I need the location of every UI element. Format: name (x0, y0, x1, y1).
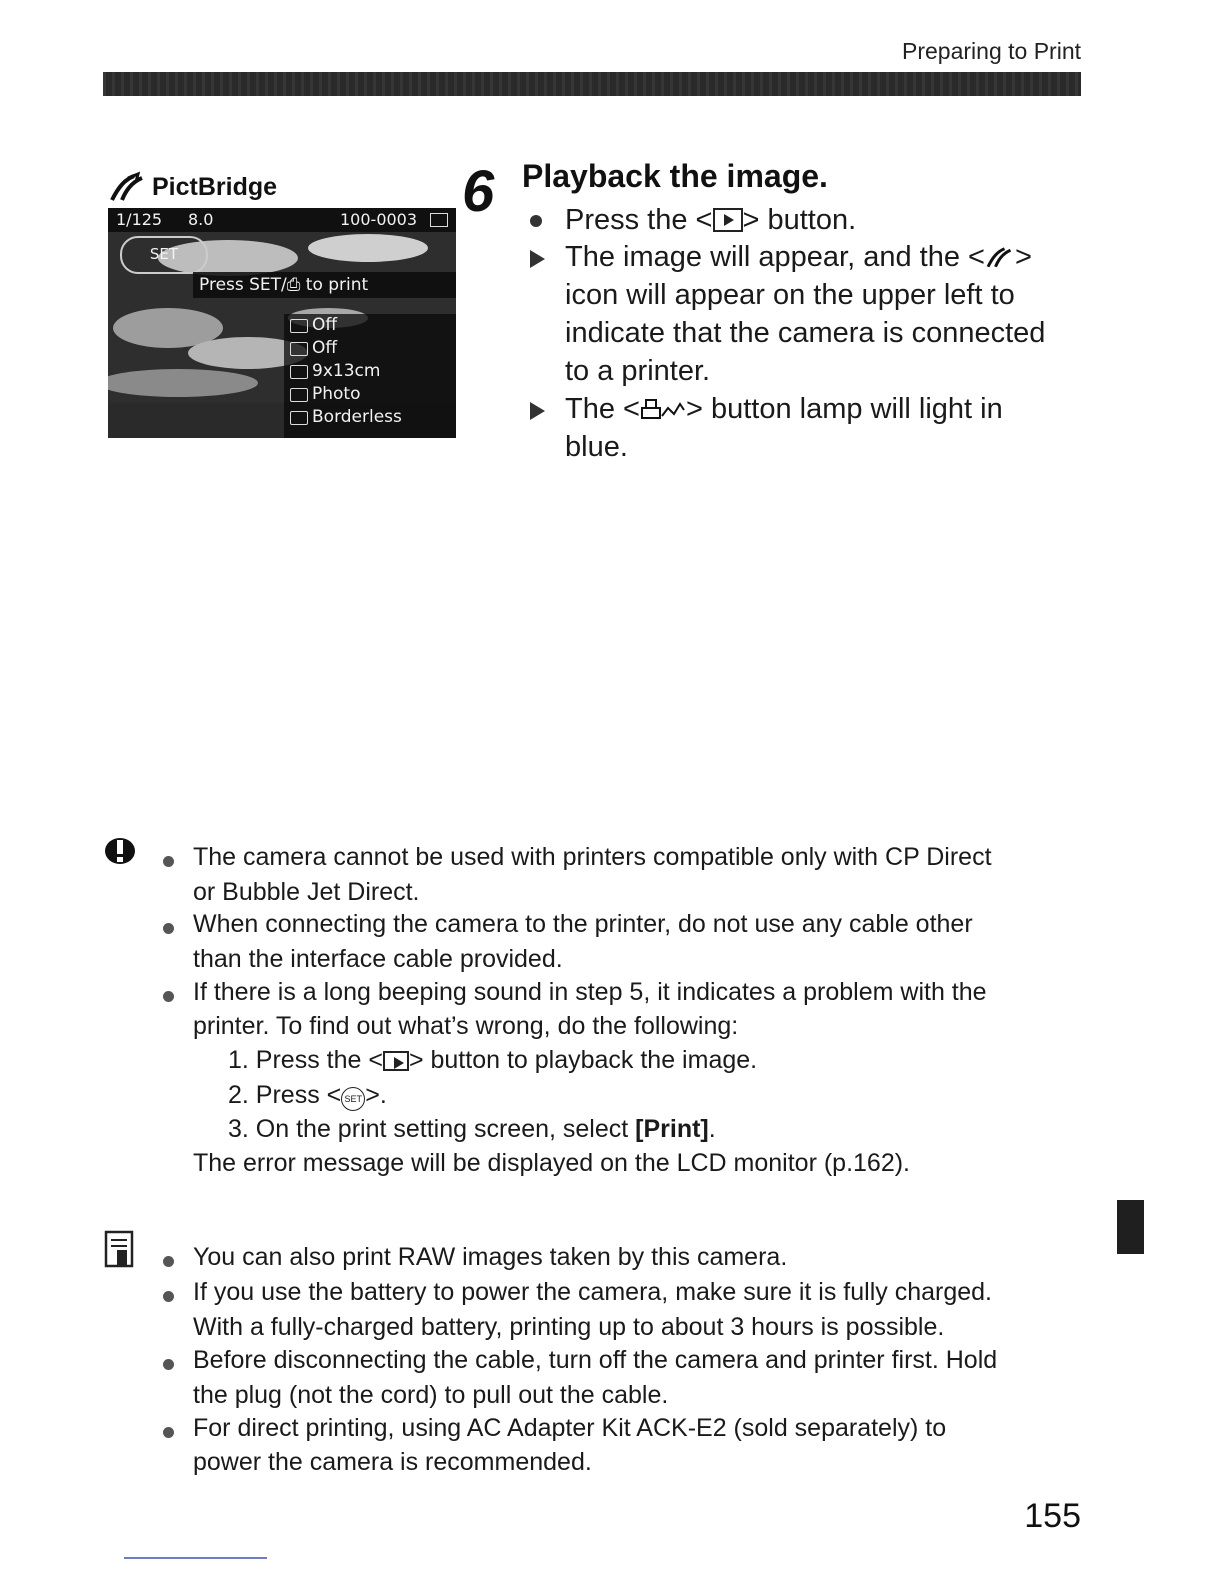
press-to-print-banner: Press SET/⎙ to print (193, 272, 456, 298)
note-line: Before disconnecting the cable, turn off the camera and printer first. Hold (193, 1346, 998, 1374)
menu-item-label: 9x13cm (312, 361, 381, 381)
note-icon (104, 1230, 134, 1270)
step-number: 6 (462, 159, 495, 224)
caution-line: or Bubble Jet Direct. (193, 878, 420, 906)
bullet-icon (163, 991, 174, 1002)
step-line (565, 393, 1003, 426)
bullet-icon (530, 215, 542, 227)
text-segment: >. (365, 1081, 387, 1109)
bullet-icon (163, 1427, 174, 1438)
print-menu-label: [Print] (635, 1115, 709, 1143)
print-share-icon (640, 396, 686, 422)
caution-line: When connecting the camera to the printer, do not use any cable other (193, 910, 973, 938)
step-line: indicate that the camera is connected (565, 317, 1046, 349)
numbered-step (228, 1081, 387, 1111)
footer-underline (124, 1557, 267, 1559)
text-segment: > button to playback the image. (408, 1046, 758, 1074)
layout-icon (290, 411, 308, 425)
set-badge-text: SET (149, 245, 179, 263)
paper-type-icon (290, 388, 308, 402)
menu-item-label: Photo (312, 384, 361, 404)
numbered-step (228, 1115, 716, 1144)
result-arrow-icon (530, 402, 545, 420)
caution-line: printer. To find out what’s wrong, do the following: (193, 1012, 739, 1040)
bullet-icon (163, 1256, 174, 1267)
pictbridge-text: PictBridge (152, 172, 278, 201)
menu-item-label: Borderless (312, 407, 402, 427)
step-line: icon will appear on the upper left to (565, 279, 1015, 311)
menu-item (284, 360, 456, 383)
bullet-icon (163, 856, 174, 867)
text-segment: . (708, 1115, 716, 1143)
note-line: power the camera is recommended. (193, 1448, 592, 1476)
pictbridge-set-badge (120, 236, 208, 274)
bullet-icon (163, 923, 174, 934)
pictbridge-icon (985, 244, 1015, 270)
header-bar (103, 72, 1081, 96)
text-segment: 3. On the print setting screen, select (228, 1115, 636, 1143)
text-segment: The image will appear, and the < (565, 241, 985, 273)
numbered-step (228, 1046, 757, 1075)
page-number: 155 (1024, 1497, 1081, 1535)
caution-line: than the interface cable provided. (193, 945, 563, 973)
text-segment: The < (565, 393, 640, 425)
note-line: With a fully-charged battery, printing up to about 3 hours is possible. (193, 1313, 945, 1341)
print-settings-menu (284, 314, 456, 438)
text-segment: Press the < (565, 204, 713, 236)
note-line: If you use the battery to power the camera, make sure it is fully charged. (193, 1278, 992, 1306)
caution-final-line: The error message will be displayed on the LCD monitor (p.162). (193, 1149, 911, 1177)
menu-item (284, 406, 456, 429)
paper-size-icon (290, 365, 308, 379)
result-arrow-icon (530, 250, 545, 268)
effect-icon (290, 319, 308, 333)
lcd-info-bar (108, 208, 456, 232)
bullet-icon (163, 1359, 174, 1370)
text-segment: > (1014, 241, 1032, 273)
set-icon-text: SET (344, 1094, 362, 1104)
step-line (565, 204, 856, 237)
menu-item-label: Off (312, 315, 338, 335)
note-line: the plug (not the cord) to pull out the cable. (193, 1381, 669, 1409)
caution-line: The camera cannot be used with printers compatible only with CP Direct (193, 843, 992, 871)
file-number: 100-0003 (340, 210, 418, 229)
aperture: 8.0 (188, 210, 214, 229)
menu-item (284, 383, 456, 406)
step-line: blue. (565, 431, 628, 463)
step-title: Playback the image. (522, 158, 828, 194)
step-line (565, 241, 1032, 274)
step-line: to a printer. (565, 355, 711, 387)
lcd-screen (108, 208, 456, 438)
text-segment: > button. (742, 204, 857, 236)
date-icon (290, 342, 308, 356)
menu-item-label: Off (312, 338, 338, 358)
note-line: You can also print RAW images taken by this camera. (193, 1243, 788, 1271)
set-button-icon (341, 1087, 365, 1111)
caution-icon (103, 834, 137, 868)
playback-button-icon (383, 1051, 409, 1071)
section-tab-marker (1117, 1200, 1144, 1254)
pictbridge-icon (108, 170, 148, 204)
menu-item (284, 314, 456, 337)
playback-button-icon (713, 208, 743, 232)
section-title: Preparing to Print (902, 38, 1081, 64)
menu-item (284, 337, 456, 360)
bullet-icon (163, 1291, 174, 1302)
shutter-speed: 1/125 (116, 210, 163, 229)
note-line: For direct printing, using AC Adapter Kit ACK-E2 (sold separately) to (193, 1414, 947, 1442)
text-segment: 1. Press the < (228, 1046, 383, 1074)
card-icon (430, 213, 448, 227)
pictbridge-label (108, 170, 277, 204)
text-segment: 2. Press < (228, 1081, 342, 1109)
text-segment: > button lamp will light in (685, 393, 1003, 425)
caution-line: If there is a long beeping sound in step 5, it indicates a problem with the (193, 978, 987, 1006)
